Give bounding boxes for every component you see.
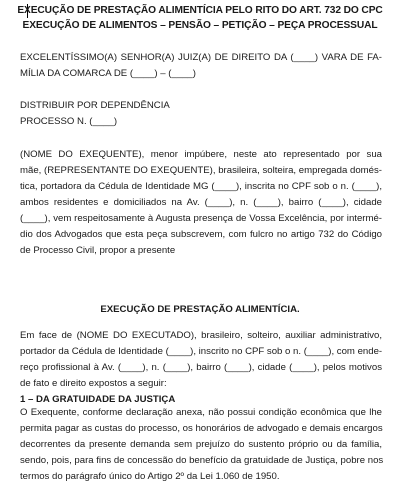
paragraph-line: de Processo Civil, propor a presente xyxy=(20,245,176,256)
section-heading: 1 – DA GRATUIDADE DA JUSTIÇA xyxy=(20,394,176,405)
address-line: MÍLIA DA COMARCA DE (____) – (____) xyxy=(20,68,196,79)
paragraph-line: ambos residentes e domiciliados na Av. (____), n. (____), bairro (____), cidade xyxy=(20,197,382,208)
paragraph-line: reço profissional à Av. (____), n. (____), bairro (____), cidade (____), pelos motivos xyxy=(20,362,382,373)
paragraph-line: tica, portadora da Cédula de Identidade MG (____), inscrita no CPF sob o n. (____), xyxy=(20,181,382,192)
paragraph-line: portador da Cédula de Identidade (____), inscrito no CPF sob o n. (____), com ende- xyxy=(20,346,383,357)
paragraph-line: decorrentes da presente demanda sem prejuízo do sustento próprio ou da família, xyxy=(20,439,382,450)
paragraph-line: (____), vem respeitosamente à Augusta presença de Vossa Excelência, por intermé- xyxy=(20,213,382,224)
process-number-line: PROCESSO N. (____) xyxy=(20,116,118,127)
paragraph-line: sendo, pois, para fins de concessão do benefício da gratuidade de Justiça, pobre nos xyxy=(20,455,384,466)
paragraph-line: (NOME DO EXEQUENTE), menor impúbere, neste ato representado por sua xyxy=(20,149,382,160)
paragraph-line: O Exequente, conforme declaração anexa, não possui condição econômica que lhe xyxy=(20,407,382,418)
against-paragraph xyxy=(20,328,382,392)
section1-paragraph xyxy=(20,405,382,485)
paragraph-line: termos do parágrafo único do Artigo 2º da Lei 1.060 de 1950. xyxy=(20,471,280,482)
paragraph-line: de fato e direito expostos a seguir: xyxy=(20,378,167,389)
distribution-block xyxy=(20,98,382,130)
document-title-line2: EXECUÇÃO DE ALIMENTOS – PENSÃO – PETIÇÃO – PEÇA PROCESSUAL xyxy=(22,20,378,31)
paragraph-line: dio dos Advogados que esta peça subscrevem, com fulcro no artigo 732 do Código xyxy=(20,229,382,240)
address-line: EXCELENTÍSSIMO(A) SENHOR(A) JUIZ(A) DE DIREITO DA (____) VARA DE FA- xyxy=(20,52,382,63)
paragraph-line: permita pagar as custas do processo, os honorários de advogado e demais encargos xyxy=(20,423,383,434)
paragraph-line: mãe, (REPRESENTANTE DO EXEQUENTE), brasileira, solteira, empregada domés- xyxy=(20,165,382,176)
paragraph-line: Em face de (NOME DO EXECUTADO), brasileiro, solteiro, auxiliar administrativo, xyxy=(20,330,382,341)
qualification-paragraph xyxy=(20,147,382,259)
document-title-line1: EXECUÇÃO DE PRESTAÇÃO ALIMENTÍCIA PELO RITO DO ART. 732 DO CPC xyxy=(17,5,383,16)
distribution-line: DISTRIBUIR POR DEPENDÊNCIA xyxy=(20,100,170,111)
action-heading: EXECUÇÃO DE PRESTAÇÃO ALIMENTÍCIA. xyxy=(100,304,300,315)
address-block xyxy=(20,50,382,82)
